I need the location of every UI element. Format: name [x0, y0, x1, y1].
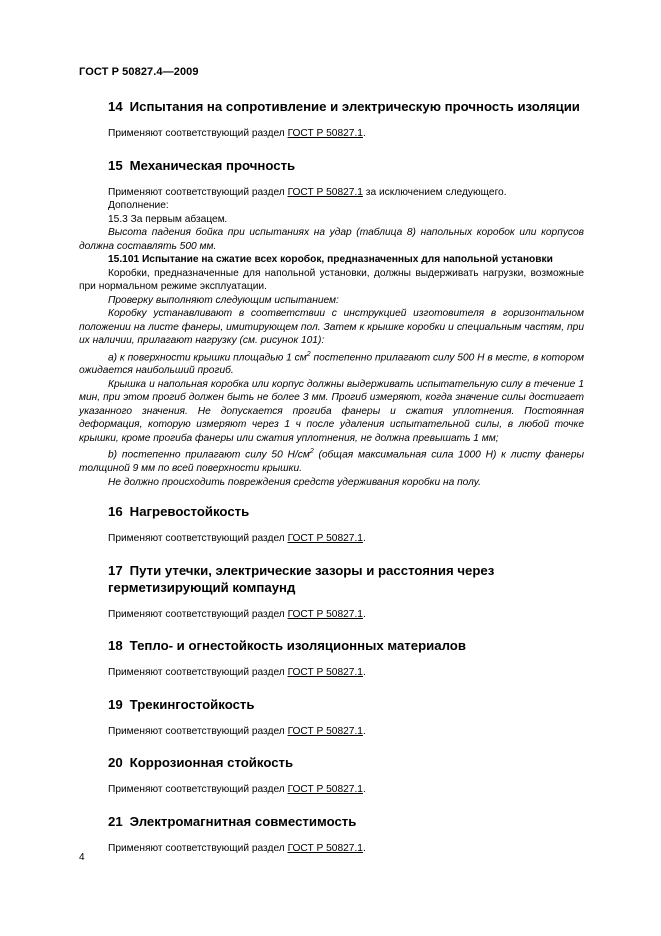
section-text: Применяют соответствующий раздел ГОСТ Р 50827.1. [108, 608, 366, 620]
item-b-text-2: (общая максимальная сила 1000 Н) к листу фанеры толщиной 9 мм по всей поверхности крышки. [79, 449, 585, 475]
document-header: ГОСТ Р 50827.4—2009 [79, 66, 199, 78]
page-number: 4 [79, 852, 85, 863]
item-a-text: а) к поверхности крышки площадью 1 см [108, 351, 307, 363]
clause-item-a [79, 348, 584, 378]
clause-15-3-text: 15.3 За первым абзацем [108, 213, 225, 225]
standard-link[interactable]: ГОСТ Р 50827.1 [287, 533, 363, 545]
section-title: Нагревостойкость [129, 504, 250, 520]
clause-paragraph: Проверку выполняют следующим испытанием: [108, 294, 339, 306]
section-text: Применяют соответствующий раздел ГОСТ Р 50827.1. [108, 533, 366, 545]
item-b-text: b) постепенно прилагают силу 50 Н/см [108, 449, 310, 461]
section-heading [79, 696, 584, 713]
section-title: Механическая прочность [129, 157, 296, 173]
section-18 [79, 637, 584, 680]
section-number: 20 [108, 755, 123, 771]
section-20 [79, 754, 584, 797]
apply-text: Применяют соответствующий раздел [108, 784, 285, 796]
apply-text: Применяют соответствующий раздел [108, 725, 285, 737]
section-17 [79, 562, 584, 622]
clause-15-3-body: Высота падения бойка при испытаниях на удар (таблица 8) напольных коробок или корпусов должна составлять 500 мм. [79, 227, 584, 252]
section-title: Трекингостойкость [129, 696, 255, 712]
section-16 [79, 503, 584, 546]
apply-text: Применяют соответствующий раздел [108, 128, 285, 139]
apply-suffix: за исключением следующего. [365, 186, 507, 198]
section-text: Применяют соответствующий раздел ГОСТ Р 50827.1. [108, 784, 366, 796]
apply-text: Применяют соответствующий раздел [108, 608, 285, 620]
section-text: Применяют соответствующий раздел ГОСТ Р 50827.1. [108, 725, 366, 737]
apply-text: Применяют соответствующий раздел [108, 842, 285, 854]
section-number: 17 [108, 562, 123, 578]
clause-paragraph: Коробку устанавливают в соответствии с инструкцией изготовителя в горизонтальном положении на листе фанеры, имитирующем пол. Затем к крышке коробки и специальным частям, при их наличии, прилагают нагрузку (см. рисунок 101): [79, 308, 584, 346]
section-heading-line-2: герметизирующий компаунд [108, 579, 296, 595]
apply-text: Применяют соответствующий раздел [108, 186, 285, 198]
section-number: 15 [108, 157, 123, 173]
section-heading [79, 503, 584, 520]
section-title: Тепло- и огнестойкость изоляционных материалов [129, 638, 466, 654]
superscript: 2 [306, 350, 311, 358]
item-a-text-2: постепенно прилагают силу 500 Н в месте, в котором ожидается наибольший прогиб. [79, 351, 584, 377]
section-text: Применяют соответствующий раздел ГОСТ Р 50827.1. [108, 667, 366, 679]
section-number: 16 [108, 504, 123, 520]
section-title: Испытания на сопротивление и электрическую прочность изоляции [129, 99, 580, 114]
section-19 [79, 696, 584, 739]
clause-item-b [79, 445, 584, 475]
section-text: Применяют соответствующий раздел ГОСТ Р 50827.1. [108, 842, 366, 854]
standard-link[interactable]: ГОСТ Р 50827.1 [287, 608, 363, 620]
standard-link[interactable]: ГОСТ Р 50827.1 [287, 186, 363, 198]
clause-paragraph: Коробки, предназначенные для напольной установки, должны выдерживать нагрузки, возможные при нормальном режиме эксплуатации. [79, 267, 584, 292]
section-21 [79, 813, 584, 856]
standard-link[interactable]: ГОСТ Р 50827.1 [287, 842, 363, 854]
section-text: Применяют соответствующий раздел ГОСТ Р 50827.1. [108, 128, 366, 139]
document-body [79, 98, 584, 871]
addition-label: Дополнение: [108, 200, 169, 211]
section-heading [79, 813, 584, 830]
apply-text: Применяют соответствующий раздел [108, 667, 285, 679]
section-number: 14 [108, 99, 123, 114]
section-title: Электромагнитная совместимость [129, 813, 357, 829]
standard-link[interactable]: ГОСТ Р 50827.1 [287, 784, 363, 796]
standard-link[interactable]: ГОСТ Р 50827.1 [287, 725, 363, 737]
section-number: 19 [108, 696, 123, 712]
section-number: 21 [108, 813, 123, 829]
apply-text: Применяют соответствующий раздел [108, 533, 285, 545]
standard-link[interactable]: ГОСТ Р 50827.1 [287, 667, 363, 679]
section-number: 18 [108, 638, 123, 654]
section-14 [79, 98, 584, 141]
section-title: Коррозионная стойкость [129, 755, 294, 771]
section-heading [79, 157, 584, 174]
section-heading [79, 562, 584, 579]
superscript: 2 [309, 448, 314, 456]
standard-link[interactable]: ГОСТ Р 50827.1 [287, 128, 363, 139]
section-15 [79, 157, 584, 490]
clause-paragraph: Не должно происходить повреждения средств удерживания коробки на полу. [108, 476, 481, 488]
section-heading [79, 754, 584, 771]
clause-15-3: 15.3 За первым абзацем. [108, 213, 228, 225]
section-heading [79, 98, 584, 115]
clause-paragraph: Крышка и напольная коробка или корпус должны выдерживать испытательную силу в течение 1 мин, при этом прогиб должен быть не более 3 мм. Прогиб измеряют, когда значение силы достигает указанного значения. Не допускается прогиба фанеры и сжатия уплотнения. Постоянная деформация, которую измеряют через 1 ч после удаления испытательной силы, в любой точке крышки, кроме прогиба фанеры или сжатия уплотнения, не должна превышать 1 мм; [79, 378, 584, 444]
section-title: Пути утечки, электрические зазоры и расстояния через [129, 562, 495, 578]
section-text [79, 186, 584, 200]
clause-15-101-title: 15.101 Испытание на сжатие всех коробок, предназначенных для напольной установки [108, 254, 553, 265]
section-heading [79, 637, 584, 654]
